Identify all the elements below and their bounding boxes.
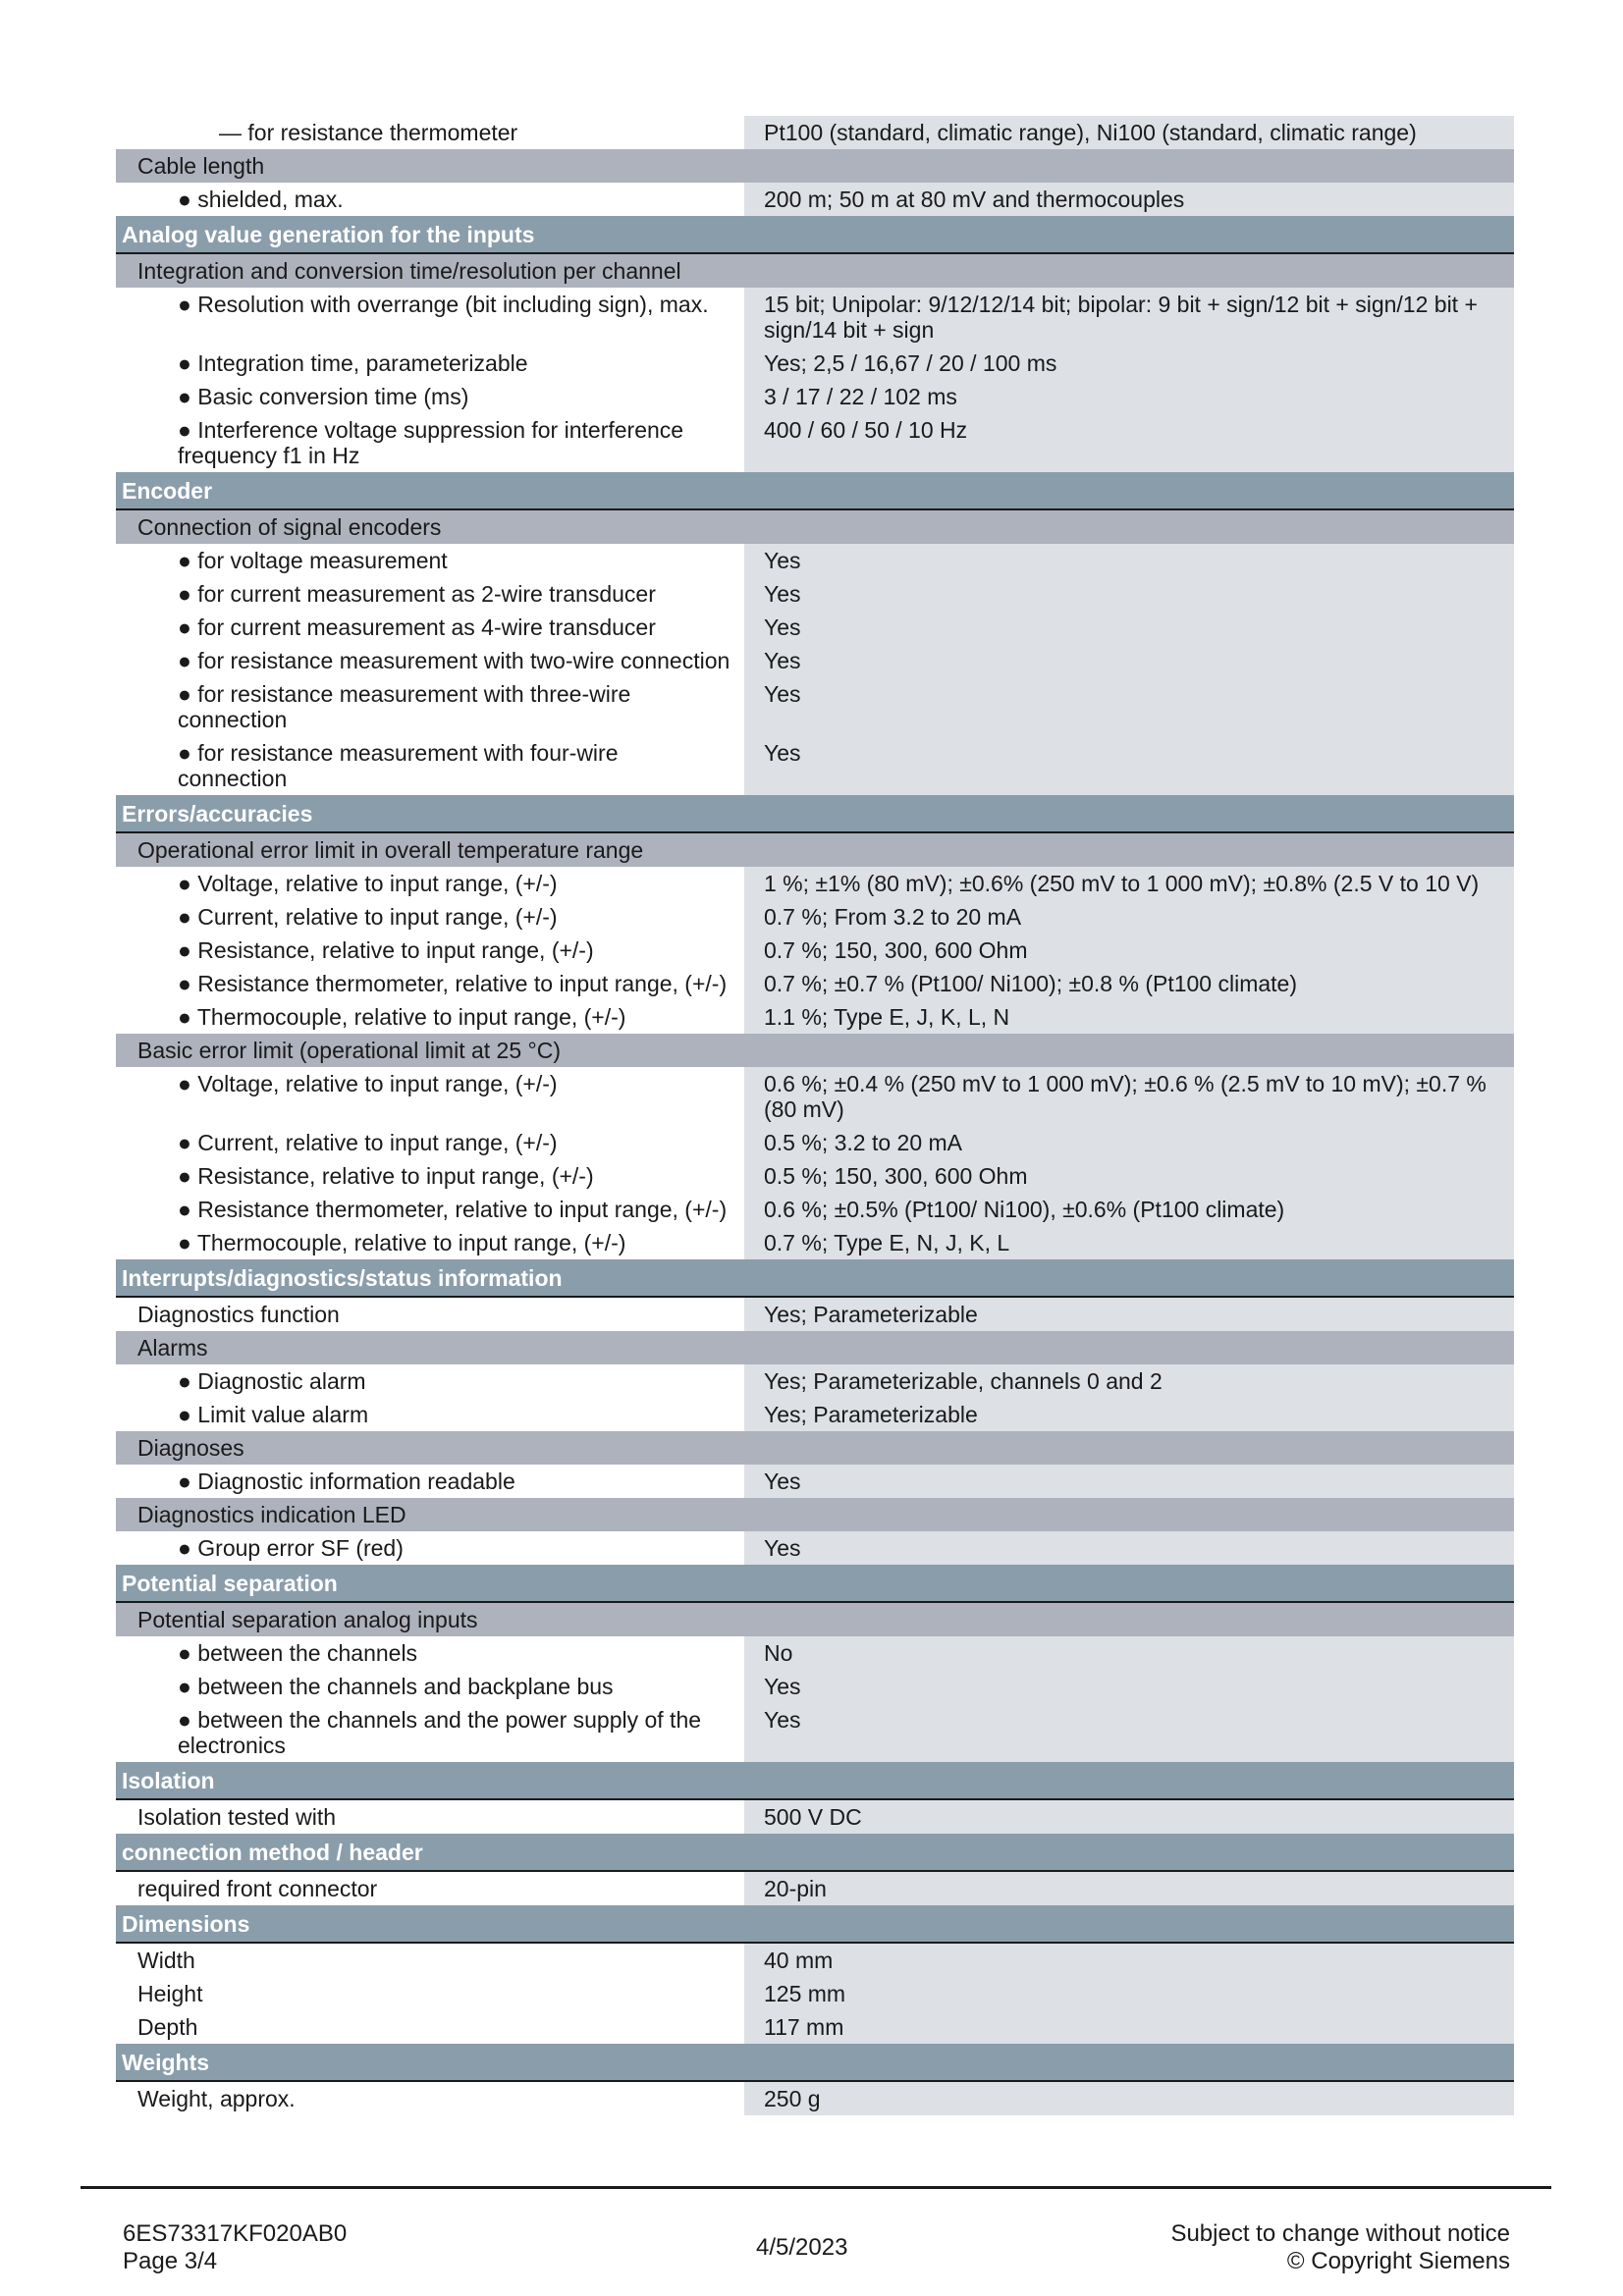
spec-row	[116, 967, 1514, 1000]
spec-value: Yes; Parameterizable	[744, 1398, 1514, 1431]
spec-label: ● for current measurement as 4-wire transducer	[116, 611, 744, 644]
subgroup-header: Connection of signal encoders	[116, 510, 1514, 544]
spec-row	[116, 1226, 1514, 1259]
spec-value: 0.5 %; 3.2 to 20 mA	[744, 1126, 1514, 1159]
spec-row	[116, 1193, 1514, 1226]
spec-row	[116, 288, 1514, 347]
spec-value: 500 V DC	[744, 1800, 1514, 1834]
spec-value: Yes	[744, 1703, 1514, 1762]
section-header: Isolation	[116, 1762, 1514, 1800]
subgroup-header: Potential separation analog inputs	[116, 1603, 1514, 1636]
spec-value: 0.7 %; From 3.2 to 20 mA	[744, 900, 1514, 934]
spec-label: ● between the channels	[116, 1636, 744, 1670]
spec-value: 40 mm	[744, 1944, 1514, 1977]
spec-row	[116, 1703, 1514, 1762]
spec-label: required front connector	[116, 1872, 744, 1905]
spec-label: ● Resistance, relative to input range, (+/-)	[116, 1159, 744, 1193]
spec-value: 125 mm	[744, 1977, 1514, 2010]
spec-label: ● Diagnostic information readable	[116, 1465, 744, 1498]
spec-value: Yes	[744, 1670, 1514, 1703]
spec-row	[116, 116, 1514, 149]
spec-label: ● Current, relative to input range, (+/-)	[116, 900, 744, 934]
spec-label: ● Diagnostic alarm	[116, 1364, 744, 1398]
spec-label: ● Resistance thermometer, relative to input range, (+/-)	[116, 967, 744, 1000]
spec-value: Yes	[744, 677, 1514, 736]
spec-row	[116, 1000, 1514, 1034]
spec-label: Height	[116, 1977, 744, 2010]
spec-value: Yes	[744, 1465, 1514, 1498]
spec-row	[116, 867, 1514, 900]
spec-label: ● between the channels and the power supply of the electronics	[116, 1703, 744, 1762]
spec-value: 1 %; ±1% (80 mV); ±0.6% (250 mV to 1 000 mV); ±0.8% (2.5 V to 10 V)	[744, 867, 1514, 900]
subgroup-header: Basic error limit (operational limit at 25 °C)	[116, 1034, 1514, 1067]
spec-value: 3 / 17 / 22 / 102 ms	[744, 380, 1514, 413]
spec-row	[116, 1670, 1514, 1703]
spec-label: ● Limit value alarm	[116, 1398, 744, 1431]
spec-row	[116, 1531, 1514, 1565]
spec-row	[116, 677, 1514, 736]
spec-label: ● Resolution with overrange (bit including sign), max.	[116, 288, 744, 347]
spec-label: ● Resistance, relative to input range, (+/-)	[116, 934, 744, 967]
spec-row	[116, 544, 1514, 577]
spec-row	[116, 1977, 1514, 2010]
spec-row	[116, 1067, 1514, 1126]
spec-label: ● for current measurement as 2-wire transducer	[116, 577, 744, 611]
subgroup-header: Alarms	[116, 1331, 1514, 1364]
spec-value: Yes; 2,5 / 16,67 / 20 / 100 ms	[744, 347, 1514, 380]
spec-value: Yes	[744, 644, 1514, 677]
spec-value: 200 m; 50 m at 80 mV and thermocouples	[744, 183, 1514, 216]
spec-value: 0.7 %; 150, 300, 600 Ohm	[744, 934, 1514, 967]
spec-label: Diagnostics function	[116, 1298, 744, 1331]
spec-label: ● Interference voltage suppression for interference frequency f1 in Hz	[116, 413, 744, 472]
change-notice: Subject to change without notice	[1170, 2220, 1510, 2247]
spec-value: Yes	[744, 544, 1514, 577]
subgroup-header: Diagnostics indication LED	[116, 1498, 1514, 1531]
spec-label: ● for voltage measurement	[116, 544, 744, 577]
subgroup-header: Diagnoses	[116, 1431, 1514, 1465]
page-number: Page 3/4	[123, 2248, 218, 2274]
spec-label: Width	[116, 1944, 744, 1977]
spec-value: 400 / 60 / 50 / 10 Hz	[744, 413, 1514, 472]
spec-value: 0.6 %; ±0.5% (Pt100/ Ni100), ±0.6% (Pt100 climate)	[744, 1193, 1514, 1226]
section-header: Encoder	[116, 472, 1514, 510]
spec-row	[116, 380, 1514, 413]
spec-value: Yes	[744, 736, 1514, 795]
spec-label: ● Basic conversion time (ms)	[116, 380, 744, 413]
spec-label: ● Voltage, relative to input range, (+/-)	[116, 867, 744, 900]
spec-row	[116, 2010, 1514, 2044]
spec-row	[116, 183, 1514, 216]
spec-value: Yes	[744, 611, 1514, 644]
section-header: connection method / header	[116, 1834, 1514, 1872]
spec-label: — for resistance thermometer	[116, 116, 744, 149]
spec-row	[116, 1398, 1514, 1431]
section-header: Interrupts/diagnostics/status information	[116, 1259, 1514, 1298]
section-header: Potential separation	[116, 1565, 1514, 1603]
spec-row	[116, 611, 1514, 644]
spec-row	[116, 1872, 1514, 1905]
article-number: 6ES73317KF020AB0	[123, 2220, 348, 2247]
footer-divider	[81, 2186, 1551, 2189]
footer-right	[1170, 2220, 1510, 2275]
section-header: Dimensions	[116, 1905, 1514, 1944]
spec-row	[116, 1800, 1514, 1834]
spec-row	[116, 413, 1514, 472]
spec-label: ● Integration time, parameterizable	[116, 347, 744, 380]
footer-left	[123, 2220, 347, 2275]
spec-label: ● between the channels and backplane bus	[116, 1670, 744, 1703]
spec-value: 0.6 %; ±0.4 % (250 mV to 1 000 mV); ±0.6 % (2.5 mV to 10 mV); ±0.7 % (80 mV)	[744, 1067, 1514, 1126]
spec-row	[116, 1298, 1514, 1331]
spec-row	[116, 577, 1514, 611]
spec-value: 15 bit; Unipolar: 9/12/12/14 bit; bipolar: 9 bit + sign/12 bit + sign/12 bit + sign/14 bit + sign	[744, 288, 1514, 347]
spec-value: Yes; Parameterizable, channels 0 and 2	[744, 1364, 1514, 1398]
spec-value: No	[744, 1636, 1514, 1670]
copyright-notice: © Copyright Siemens	[1286, 2248, 1510, 2274]
subgroup-header: Cable length	[116, 149, 1514, 183]
spec-row	[116, 1944, 1514, 1977]
spec-value: Yes; Parameterizable	[744, 1298, 1514, 1331]
spec-label: ● Thermocouple, relative to input range, (+/-)	[116, 1000, 744, 1034]
spec-value: Yes	[744, 1531, 1514, 1565]
spec-label: Isolation tested with	[116, 1800, 744, 1834]
spec-label: ● Voltage, relative to input range, (+/-)	[116, 1067, 744, 1126]
spec-label: ● Current, relative to input range, (+/-)	[116, 1126, 744, 1159]
spec-label: ● Thermocouple, relative to input range, (+/-)	[116, 1226, 744, 1259]
spec-label: ● for resistance measurement with two-wire connection	[116, 644, 744, 677]
spec-row	[116, 2082, 1514, 2115]
spec-row	[116, 644, 1514, 677]
spec-label: ● Group error SF (red)	[116, 1531, 744, 1565]
spec-value: 117 mm	[744, 2010, 1514, 2044]
section-header: Analog value generation for the inputs	[116, 216, 1514, 254]
spec-value: 0.5 %; 150, 300, 600 Ohm	[744, 1159, 1514, 1193]
footer-date: 4/5/2023	[756, 2234, 848, 2261]
spec-row	[116, 1159, 1514, 1193]
section-header: Errors/accuracies	[116, 795, 1514, 833]
spec-row	[116, 1126, 1514, 1159]
spec-row	[116, 1465, 1514, 1498]
spec-value: 0.7 %; Type E, N, J, K, L	[744, 1226, 1514, 1259]
spec-label: Depth	[116, 2010, 744, 2044]
spec-row	[116, 347, 1514, 380]
spec-value: Yes	[744, 577, 1514, 611]
spec-value: 0.7 %; ±0.7 % (Pt100/ Ni100); ±0.8 % (Pt100 climate)	[744, 967, 1514, 1000]
spec-table	[116, 116, 1514, 2115]
spec-row	[116, 900, 1514, 934]
spec-label: ● for resistance measurement with three-wire connection	[116, 677, 744, 736]
spec-value: 20-pin	[744, 1872, 1514, 1905]
spec-value: 1.1 %; Type E, J, K, L, N	[744, 1000, 1514, 1034]
spec-value: 250 g	[744, 2082, 1514, 2115]
spec-row	[116, 736, 1514, 795]
spec-row	[116, 1636, 1514, 1670]
subgroup-header: Integration and conversion time/resolution per channel	[116, 254, 1514, 288]
spec-value: Pt100 (standard, climatic range), Ni100 (standard, climatic range)	[744, 116, 1514, 149]
spec-label: ● for resistance measurement with four-wire connection	[116, 736, 744, 795]
section-header: Weights	[116, 2044, 1514, 2082]
spec-label: ● shielded, max.	[116, 183, 744, 216]
spec-row	[116, 934, 1514, 967]
spec-row	[116, 1364, 1514, 1398]
spec-label: Weight, approx.	[116, 2082, 744, 2115]
spec-label: ● Resistance thermometer, relative to input range, (+/-)	[116, 1193, 744, 1226]
subgroup-header: Operational error limit in overall temperature range	[116, 833, 1514, 867]
